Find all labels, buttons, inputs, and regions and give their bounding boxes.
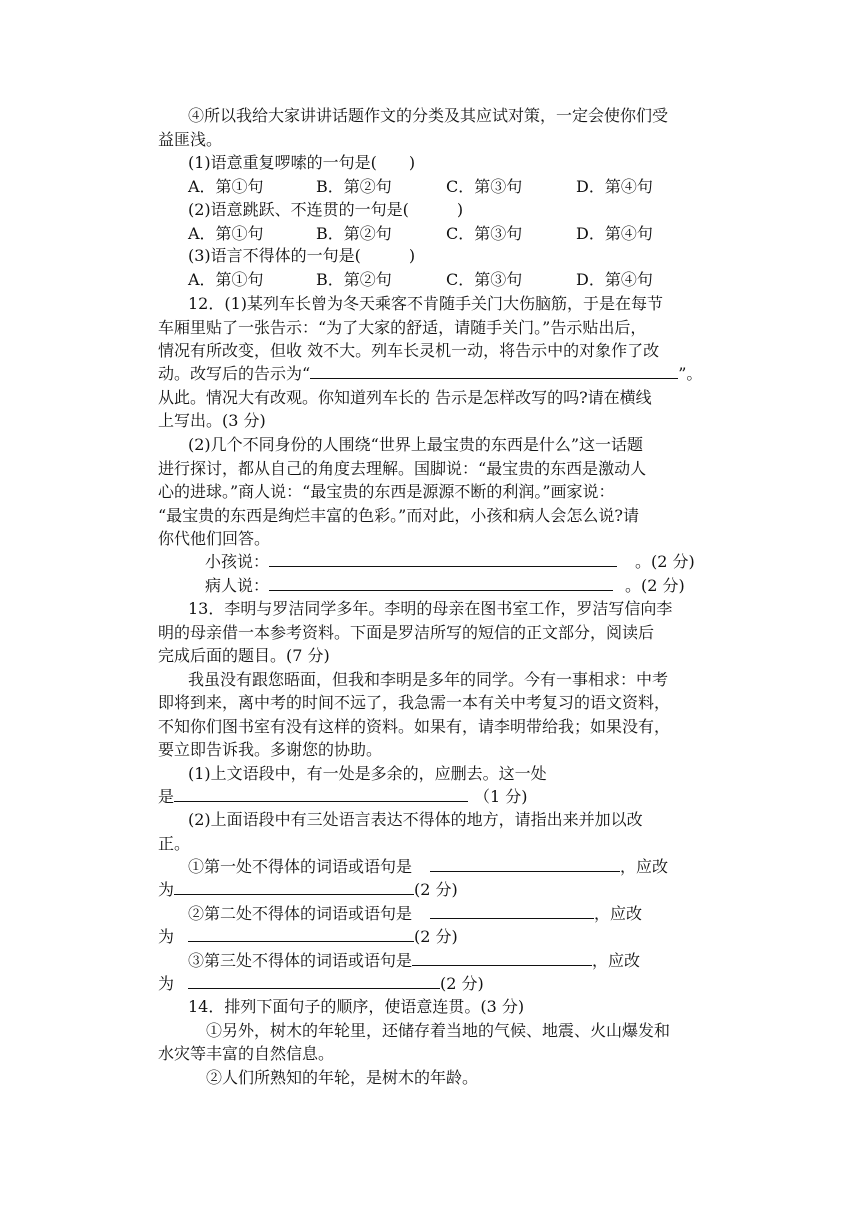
q14-sentence2: ②人们所熟知的年轮，是树木的年龄。 [206, 1068, 479, 1087]
option-d[interactable]: D．第④句 [576, 177, 653, 196]
message-line4: 要立即告诉我。多谢您的协助。 [158, 740, 383, 759]
option-a[interactable]: A．第①句 [188, 177, 264, 196]
option-b[interactable]: B．第②句 [316, 224, 392, 243]
fix2-original-blank[interactable] [430, 904, 594, 919]
q13-sub2-line2: 正。 [158, 834, 191, 853]
q12-p1-line2: 车厢里贴了一张告示：“为了大家的舒适，请随手关门。”告示贴出后， [158, 318, 647, 337]
fix2-row [188, 904, 642, 924]
sub1-prefix: 是 [158, 787, 175, 806]
fix1-correction-blank[interactable] [174, 880, 414, 895]
child-answer-row [205, 552, 695, 572]
fix2-wei: 为 [158, 927, 175, 946]
sub1-score: （1 分) [474, 787, 528, 806]
q12-p2-line3: 心的进球。”商人说：“最宝贵的东西是源源不断的利润。”画家说： [158, 482, 615, 501]
q13-sub1-line1: (1)上文语段中，有一处是多余的，应删去。这一处 [188, 764, 547, 783]
patient-answer-row [205, 576, 685, 596]
message-line2: 即将到来，离中考的时间不远了，我急需一本有关中考复习的语文资料， [158, 693, 671, 712]
q11-sub3-options [188, 270, 653, 290]
fix3-correction-row [158, 974, 484, 994]
q12-p1-line1: 12．(1)某列车长曾为冬天乘客不肯随手关门大伤脑筋，于是在每节 [188, 294, 664, 313]
q14-prompt: 14．排列下面句子的顺序，使语意连贯。(3 分) [188, 997, 525, 1016]
sentence-4-line2: 益匪浅。 [158, 130, 223, 149]
option-c[interactable]: C．第③句 [446, 270, 523, 289]
q11-sub2-options [188, 224, 653, 244]
fix2-score: (2 分) [414, 927, 458, 946]
option-b[interactable]: B．第②句 [316, 270, 392, 289]
sentence-4-line1: ④所以我给大家讲讲话题作文的分类及其应试对策，一定会使你们受 [188, 106, 669, 125]
fix1-row [188, 857, 668, 877]
fix1-wei: 为 [158, 880, 175, 899]
patient-answer-blank[interactable] [269, 576, 613, 591]
fix1-correction-row [158, 880, 458, 900]
q12-p2-line1: (2)几个不同身份的人围绕“世界上最宝贵的东西是什么”这一话题 [188, 435, 644, 454]
q11-sub3: (3)语言不得体的一句是( ) [188, 246, 416, 265]
q13-sub1-line2 [158, 787, 528, 807]
q12-p2-line5: 你代他们回答。 [158, 529, 271, 548]
fix2-should: ，应改 [594, 904, 643, 923]
fix3-label: ③第三处不得体的词语或语句是 [188, 951, 413, 970]
fix1-original-blank[interactable] [430, 857, 620, 872]
message-line1: 我虽没有跟您晤面，但我和李明是多年的同学。今有一事相求：中考 [188, 670, 669, 689]
q12-p1-line6: 上写出。(3 分) [158, 411, 266, 430]
message-line3: 不知你们图书室有没有这样的资料。如果有，请李明带给我；如果没有， [158, 717, 671, 736]
child-label: 小孩说： [205, 552, 270, 571]
q11-sub1: (1)语意重复啰嗦的一句是( ) [188, 153, 416, 172]
fix3-correction-blank[interactable] [188, 974, 440, 989]
notice-close-quote: ”。 [678, 364, 703, 383]
child-score: 。(2 分) [635, 552, 695, 571]
q12-p1-line3: 情况有所改变，但收 效不大。列车长灵机一动，将告示中的对象作了改 [158, 341, 660, 360]
option-d[interactable]: D．第④句 [576, 270, 653, 289]
fix2-correction-row [158, 927, 458, 947]
redundant-answer-blank[interactable] [174, 787, 468, 802]
fix3-original-blank[interactable] [412, 951, 592, 966]
q13-sub2-line1: (2)上面语段中有三处语言表达不得体的地方，请指出来并加以改 [188, 810, 643, 829]
child-answer-blank[interactable] [269, 552, 617, 567]
option-a[interactable]: A．第①句 [188, 224, 264, 243]
fix3-row [188, 951, 640, 971]
fix3-wei: 为 [158, 974, 175, 993]
option-c[interactable]: C．第③句 [446, 177, 523, 196]
fix2-label: ②第二处不得体的词语或语句是 [188, 904, 413, 923]
q13-line3: 完成后面的题目。(7 分) [158, 646, 330, 665]
q12-p2-line4: “最宝贵的东西是绚烂丰富的色彩。”而对此，小孩和病人会怎么说?请 [158, 506, 639, 525]
q13-line1: 13．李明与罗洁同学多年。李明的母亲在图书室工作，罗洁写信向李 [188, 599, 673, 618]
q12-p1-line4 [158, 364, 702, 384]
patient-score: 。(2 分) [625, 576, 685, 595]
q11-sub2: (2)语意跳跃、不连贯的一句是( ) [188, 200, 464, 219]
notice-answer-blank[interactable] [310, 364, 678, 379]
notice-prompt: 动。改写后的告示为“ [158, 364, 311, 383]
fix1-should: ，应改 [620, 857, 669, 876]
option-b[interactable]: B．第②句 [316, 177, 392, 196]
patient-label: 病人说： [205, 576, 270, 595]
fix1-score: (2 分) [414, 880, 458, 899]
q14-sentence1-line1: ①另外，树木的年轮里，还储存着当地的气候、地震、火山爆发和 [206, 1021, 671, 1040]
q13-line2: 明的母亲借一本参考资料。下面是罗洁所写的短信的正文部分，阅读后 [158, 623, 655, 642]
fix3-score: (2 分) [440, 974, 484, 993]
q12-p2-line2: 进行探讨，都从自己的角度去理解。国脚说：“最宝贵的东西是激动人 [158, 459, 647, 478]
q11-sub1-options [188, 177, 653, 197]
q14-sentence1-line2: 水灾等丰富的自然信息。 [158, 1044, 335, 1063]
fix3-should: ，应改 [592, 951, 641, 970]
option-d[interactable]: D．第④句 [576, 224, 653, 243]
fix1-label: ①第一处不得体的词语或语句是 [188, 857, 413, 876]
fix2-correction-blank[interactable] [188, 927, 414, 942]
option-c[interactable]: C．第③句 [446, 224, 523, 243]
option-a[interactable]: A．第①句 [188, 270, 264, 289]
q12-p1-line5: 从此。情况大有改观。你知道列车长的 告示是怎样改写的吗?请在横线 [158, 388, 652, 407]
